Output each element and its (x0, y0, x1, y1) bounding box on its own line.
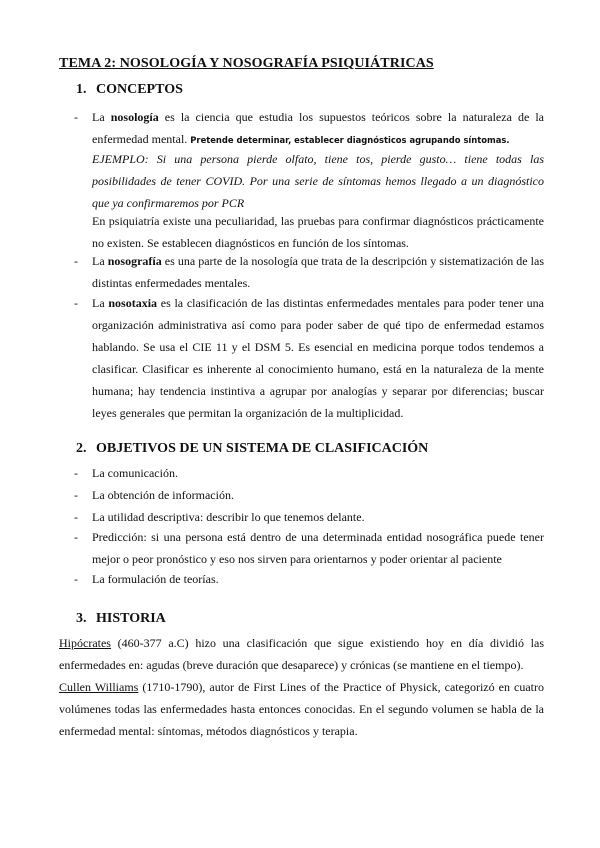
section-title: OBJETIVOS DE UN SISTEMA DE CLASIFICACIÓN (96, 441, 429, 456)
list-item: La formulación de teorías. (92, 572, 219, 586)
section-heading-objetivos (76, 441, 428, 457)
objetivo-item-2 (74, 484, 544, 506)
bullet-dash: - (74, 530, 78, 544)
section-number: 3. (76, 611, 87, 626)
bullet-dash: - (74, 488, 78, 502)
bullet-text: La nosografía es una parte de la nosología que trata de la descripción y sistematización de las distintas enfermedades mentales. (92, 254, 545, 290)
section-number: 1. (76, 82, 87, 97)
hipocrates-text: Hipócrates (460-377 a.C) hizo una clasificación que sigue existiendo hoy en día dividió las enfermedades en: agudas (breve duración que desaparece) y crónicas (se mantiene en el tiempo). (59, 636, 544, 672)
list-item: La comunicación. (92, 466, 178, 480)
example-paragraph: EJEMPLO: Si una persona pierde olfato, tiene tos, pierde gusto… tiene todas las posibilidades de tener COVID. Por una serie de síntomas hemos llegado a un diagnóstico que ya confirmaremos por PCR (92, 152, 544, 210)
objetivo-item-4 (74, 526, 544, 570)
section-number: 2. (76, 441, 87, 456)
objetivo-item-3 (74, 506, 544, 528)
section-heading-conceptos (76, 82, 183, 98)
bullet-nosotaxia (74, 292, 544, 424)
name-cullen: Cullen Williams (59, 680, 139, 694)
bullet-dash: - (74, 572, 78, 586)
list-item: La utilidad descriptiva: describir lo que tenemos delante. (92, 510, 365, 524)
psiquiatria-paragraph: En psiquiatría existe una peculiaridad, las pruebas para confirmar diagnósticos prácticamente no existen. Se establecen diagnósticos en función de los síntomas. (92, 214, 544, 250)
small-note: Pretende determinar, establecer diagnósticos agrupando síntomas. (190, 135, 510, 145)
term-nosologia: nosología (110, 110, 159, 124)
bullet-dash: - (74, 466, 78, 480)
section-title: CONCEPTOS (96, 82, 183, 97)
objetivo-item-1 (74, 462, 544, 484)
section-heading-historia (76, 611, 166, 627)
bullet-nosografia (74, 250, 544, 294)
bullet-text: La nosología es la ciencia que estudia los supuestos teóricos sobre la naturaleza de la enfermedad mental. Pretende determinar, establecer diagnósticos agrupando síntomas. (92, 110, 544, 146)
bullet-dash: - (74, 296, 78, 310)
bullet-dash: - (74, 110, 78, 124)
term-nosografia: nosografía (107, 254, 162, 268)
bullet-dash: - (74, 254, 78, 268)
bullet-dash: - (74, 510, 78, 524)
name-hipocrates: Hipócrates (59, 636, 111, 650)
bullet-text: La nosotaxia es la clasificación de las distintas enfermedades mentales para poder tener una organización administrativa así como para poder saber de qué tipo de enfermedad estamos hablando. Se usa el CIE 11 y el DSM 5. Es esencial en medicina porque todos tendemos a clasificar. Clasificar es inherente al conocimiento humano, está en la naturaleza de la mente humana; hay tendencia instintiva a agrupar por analogías y separar por diferencias; buscar leyes generales que permitan la organización de la multiplicidad. (92, 296, 544, 420)
list-item: Predicción: si una persona está dentro de una determinada entidad nosográfica puede tener mejor o peor pronóstico y eso nos sirven para orientarnos y poder orientar al paciente (92, 530, 544, 566)
objetivo-item-5 (74, 568, 544, 590)
document-title: TEMA 2: NOSOLOGÍA Y NOSOGRAFÍA PSIQUIÁTRICAS (59, 56, 434, 71)
section-title: HISTORIA (96, 611, 166, 626)
list-item: La obtención de información. (92, 488, 234, 502)
cullen-text: Cullen Williams (1710-1790), autor de First Lines of the Practice of Physick, categorizó en cuatro volúmenes todas las enfermedades hasta entonces conocidas. En el segundo volumen se habla de la enfermedad mental: síntomas, métodos diagnósticos y terapia. (59, 680, 544, 738)
bullet-nosologia (74, 106, 544, 151)
term-nosotaxia: nosotaxia (108, 296, 158, 310)
historia-paragraph (59, 632, 544, 742)
